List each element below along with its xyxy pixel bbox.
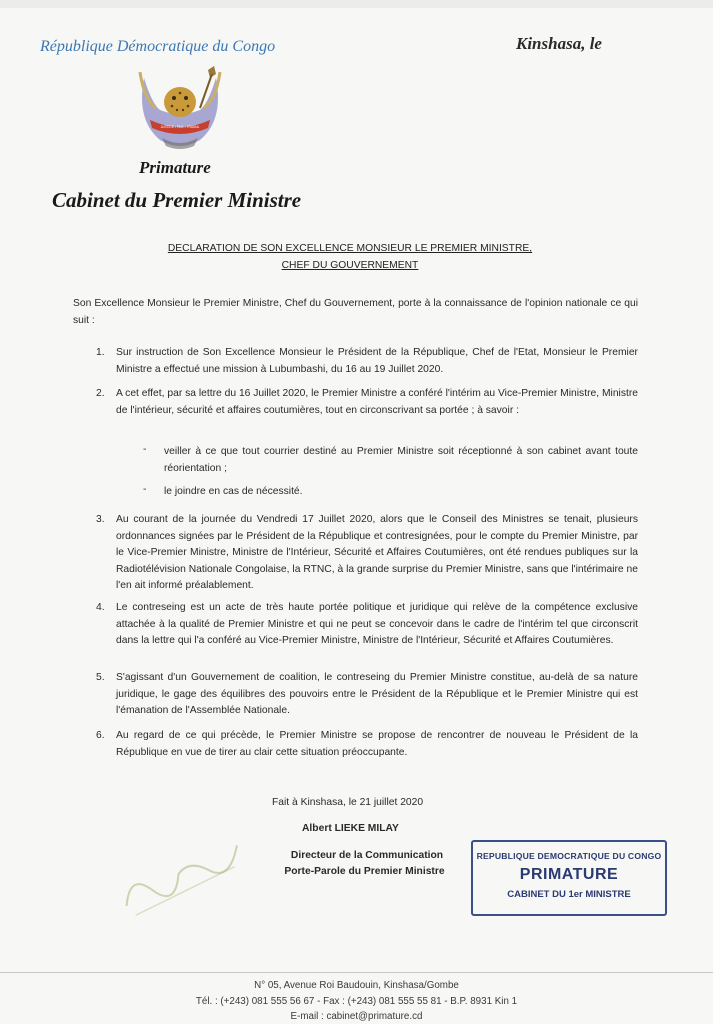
list-item: A cet effet, par sa lettre du 16 Juillet 2020, le Premier Ministre a conféré l'intérim au Vice-Premier Ministre, Ministre de l'intérieur, sécurité et affaires coutumières, tout en circonscrivant sa portée ; à savoir : — [116, 388, 638, 416]
faded-handwriting-mark — [107, 818, 259, 926]
footer-phones: Tél. : (+243) 081 555 56 67 - Fax : (+243) 081 555 55 81 - B.P. 8931 Kin 1 — [195, 996, 518, 1007]
declaration-title-line-2: CHEF DU GOUVERNEMENT — [281, 260, 419, 271]
sub-item-dash: - — [143, 444, 147, 455]
declaration-title-line-1: DECLARATION DE SON EXCELLENCE MONSIEUR LE PREMIER MINISTRE, — [167, 243, 533, 254]
stamp-line-1: REPUBLIQUE DEMOCRATIQUE DU CONGO — [476, 851, 662, 861]
list-item: Au courant de la journée du Vendredi 17 Juillet 2020, alors que le Conseil des Ministres se tenait, plusieurs ordonnances signées par le Président de la République et contresignées, pour le compte du Premier Ministre, par le Vice-Premier Ministre, Ministre de l'Intérieur, Sécurité et Affaires Coutumières, ont été rendues publiques sur la Radiotélévision Nationale Congolaise, la RTNC, à la grande surprise du Premier Ministre, sans que l'intérimaire ne l'en ait informé préalablement. — [116, 514, 638, 591]
stamp-line-3: CABINET DU 1er MINISTRE — [507, 889, 631, 900]
place-date-heading: Kinshasa, le — [516, 34, 602, 53]
list-item: Sur instruction de Son Excellence Monsieur le Président de la République, Chef de l'Etat, Monsieur le Premier Ministre a effectué une mission à Lubumbashi, du 16 au 19 Juillet 2020. — [116, 347, 638, 375]
footer-address: N° 05, Avenue Roi Baudouin, Kinshasa/Gombe — [254, 980, 459, 991]
item-number: 4. — [96, 602, 105, 613]
list-item: S'agissant d'un Gouvernement de coalition, le contreseing du Premier Ministre constitue, au-delà de sa nature juridique, le gage des équilibres des pouvoirs entre le Président de la République et le Premier Ministre qui est l'émanation de l'Assemblée Nationale. — [116, 672, 638, 716]
item-number: 5. — [96, 672, 105, 683]
item-number: 3. — [96, 514, 105, 525]
signatory-role-2: Porte-Parole du Premier Ministre — [284, 866, 445, 877]
coat-of-arms-emblem — [130, 60, 230, 160]
footer-divider — [0, 972, 713, 973]
cabinet-title: Cabinet du Premier Ministre — [52, 188, 302, 212]
item-number: 1. — [96, 347, 105, 358]
top-band — [0, 0, 713, 8]
sub-list-item: veiller à ce que tout courrier destiné au Premier Ministre soit réceptionné à son cabinet avant toute réorientation ; — [164, 446, 638, 474]
sub-item-dash: - — [143, 484, 147, 495]
country-title: République Démocratique du Congo — [40, 38, 276, 55]
intro-paragraph: Son Excellence Monsieur le Premier Ministre, Chef du Gouvernement, porte à la connaissance de l'opinion nationale ce qui suit : — [73, 298, 638, 326]
faded-signature-stamp — [107, 818, 263, 935]
leopard-head-icon — [164, 87, 196, 117]
stamp-line-2: PRIMATURE — [519, 866, 619, 883]
place-date: Fait à Kinshasa, le 21 juillet 2020 — [272, 797, 424, 808]
official-stamp — [471, 840, 667, 916]
item-number: 2. — [96, 388, 105, 399]
sub-list-item: le joindre en cas de nécessité. — [164, 486, 303, 497]
signatory-name: Albert LIEKE MILAY — [302, 823, 399, 834]
declaration-title — [120, 240, 580, 274]
footer-email: E-mail : cabinet@primature.cd — [290, 1011, 423, 1022]
list-item: Au regard de ce qui précède, le Premier Ministre se propose de rencontrer de nouveau le Président de la République en vue de tirer au clair cette situation préoccupante. — [116, 730, 638, 758]
list-item: Le contreseing est un acte de très haute portée politique et juridique qui relève de la compétence exclusive attachée à la qualité de Premier Ministre et qui ne peut se concevoir dans le cadre de l'intérim tel que circonscrit dans la lettre qui l'a conféré au Vice-Premier Ministre, Ministre de l'Intérieur, Sécurité et Affaires Coutumières. — [116, 602, 638, 646]
office-title: Primature — [139, 158, 211, 177]
item-number: 6. — [96, 730, 105, 741]
emblem-motto-text: JUSTICE • PAIX • TRAVAIL — [160, 125, 200, 129]
signatory-role-1: Directeur de la Communication — [290, 850, 444, 861]
